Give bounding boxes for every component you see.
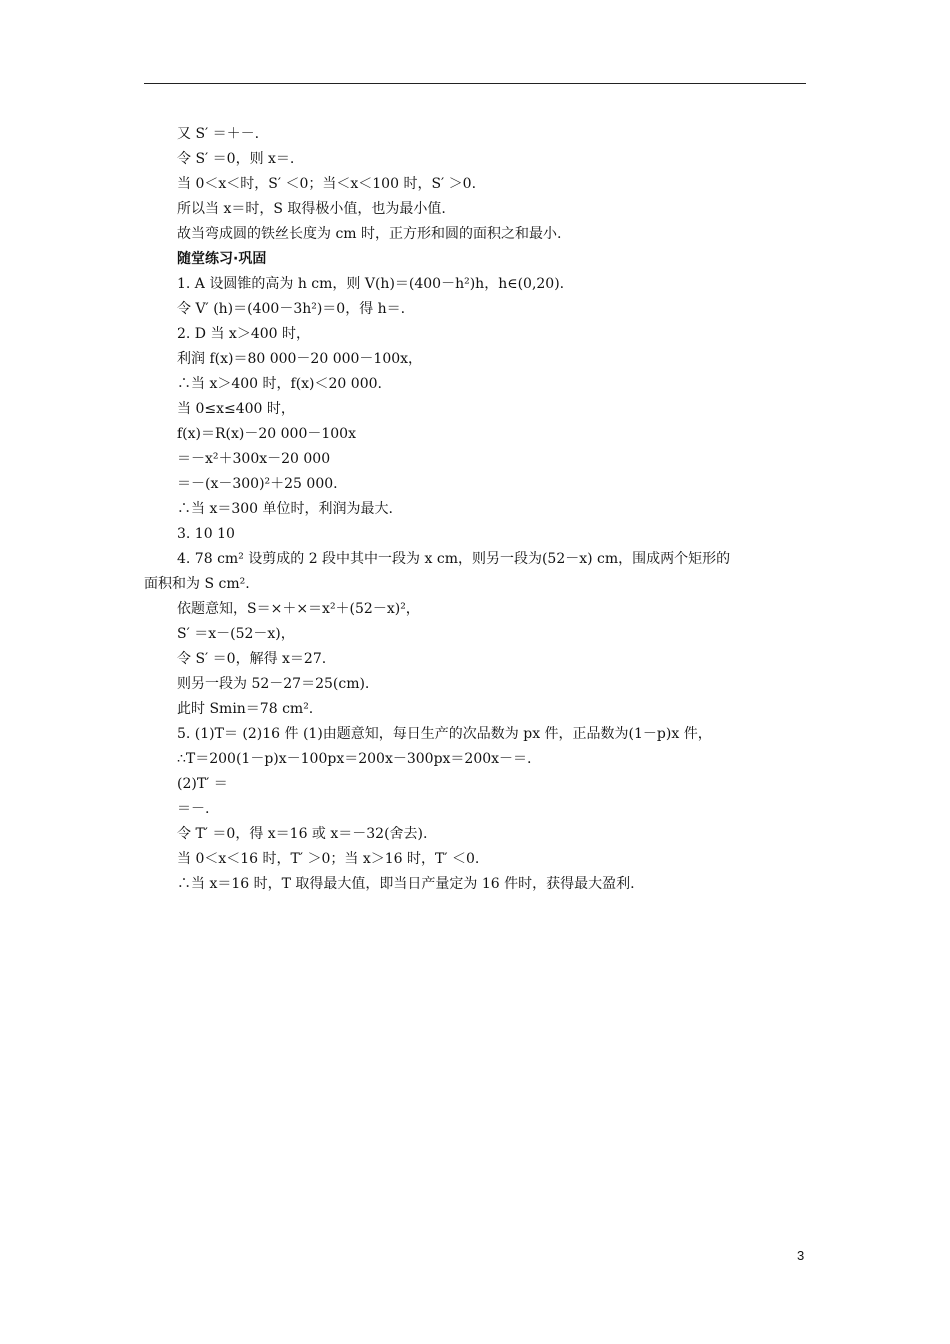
text-line: ∴当 x＞400 时，f(x)＜20 000. — [177, 376, 382, 392]
text-line: 又 S′ ＝＋－. — [177, 126, 260, 142]
text-line: 此时 Smin＝78 cm². — [177, 701, 314, 717]
text-line: S′ ＝x－(52－x)， — [177, 626, 295, 642]
text-line: 当 0＜x＜时，S′ ＜0；当＜x＜100 时，S′ ＞0. — [177, 176, 477, 192]
text-line: f(x)＝R(x)－20 000－100x — [177, 426, 356, 442]
text-line: 当 0＜x＜16 时，T′ ＞0；当 x＞16 时，T′ ＜0. — [177, 851, 480, 867]
text-line: 令 T′ ＝0，得 x＝16 或 x＝－32(舍去). — [177, 826, 428, 842]
text-line: ∴当 x＝300 单位时，利润为最大. — [177, 501, 393, 517]
text-line: 依题意知，S＝×＋×＝x²＋(52－x)²， — [177, 601, 420, 617]
text-line: 当 0≤x≤400 时， — [177, 401, 295, 417]
text-line: ∴当 x＝16 时，T 取得最大值，即当日产量定为 16 件时，获得最大盈利. — [177, 876, 635, 892]
text-line: 则另一段为 52－27＝25(cm). — [177, 676, 370, 692]
text-line: ＝－x²＋300x－20 000 — [177, 451, 331, 467]
text-line: 令 S′ ＝0，解得 x＝27. — [177, 651, 327, 667]
text-line: 4. 78 cm² 设剪成的 2 段中其中一段为 x cm，则另一段为(52－x) cm，围成两个矩形的 — [177, 551, 731, 567]
text-line: ∴T＝200(1－p)x－100px＝200x－300px＝200x－＝. — [177, 751, 532, 767]
text-line: 1. A 设圆锥的高为 h cm，则 V(h)＝(400－h²)h，h∈(0,20). — [177, 276, 565, 292]
text-line: 利润 f(x)＝80 000－20 000－100x， — [177, 351, 423, 367]
page-number: 3 — [797, 1248, 805, 1263]
text-line: 5. (1)T＝ (2)16 件 (1)由题意知，每日生产的次品数为 px 件，正品数为(1－p)x 件， — [177, 726, 712, 742]
text-line: 面积和为 S cm². — [144, 576, 250, 592]
text-line: 3. 10 10 — [177, 526, 235, 542]
text-line: (2)T′ ＝ — [177, 776, 228, 792]
text-line: ＝－(x－300)²＋25 000. — [177, 476, 338, 492]
document-body — [144, 122, 806, 897]
text-line: 2. D 当 x＞400 时， — [177, 326, 310, 342]
text-line: ＝－. — [177, 801, 210, 817]
header-rule — [144, 83, 806, 84]
text-line: 令 S′ ＝0，则 x＝. — [177, 151, 295, 167]
text-line: 所以当 x＝时，S 取得极小值，也为最小值. — [177, 201, 446, 217]
text-line: 故当弯成圆的铁丝长度为 cm 时，正方形和圆的面积之和最小. — [177, 226, 562, 242]
text-line: 随堂练习·巩固 — [177, 251, 267, 267]
text-line: 令 V′ (h)＝(400－3h²)＝0，得 h＝. — [177, 301, 406, 317]
